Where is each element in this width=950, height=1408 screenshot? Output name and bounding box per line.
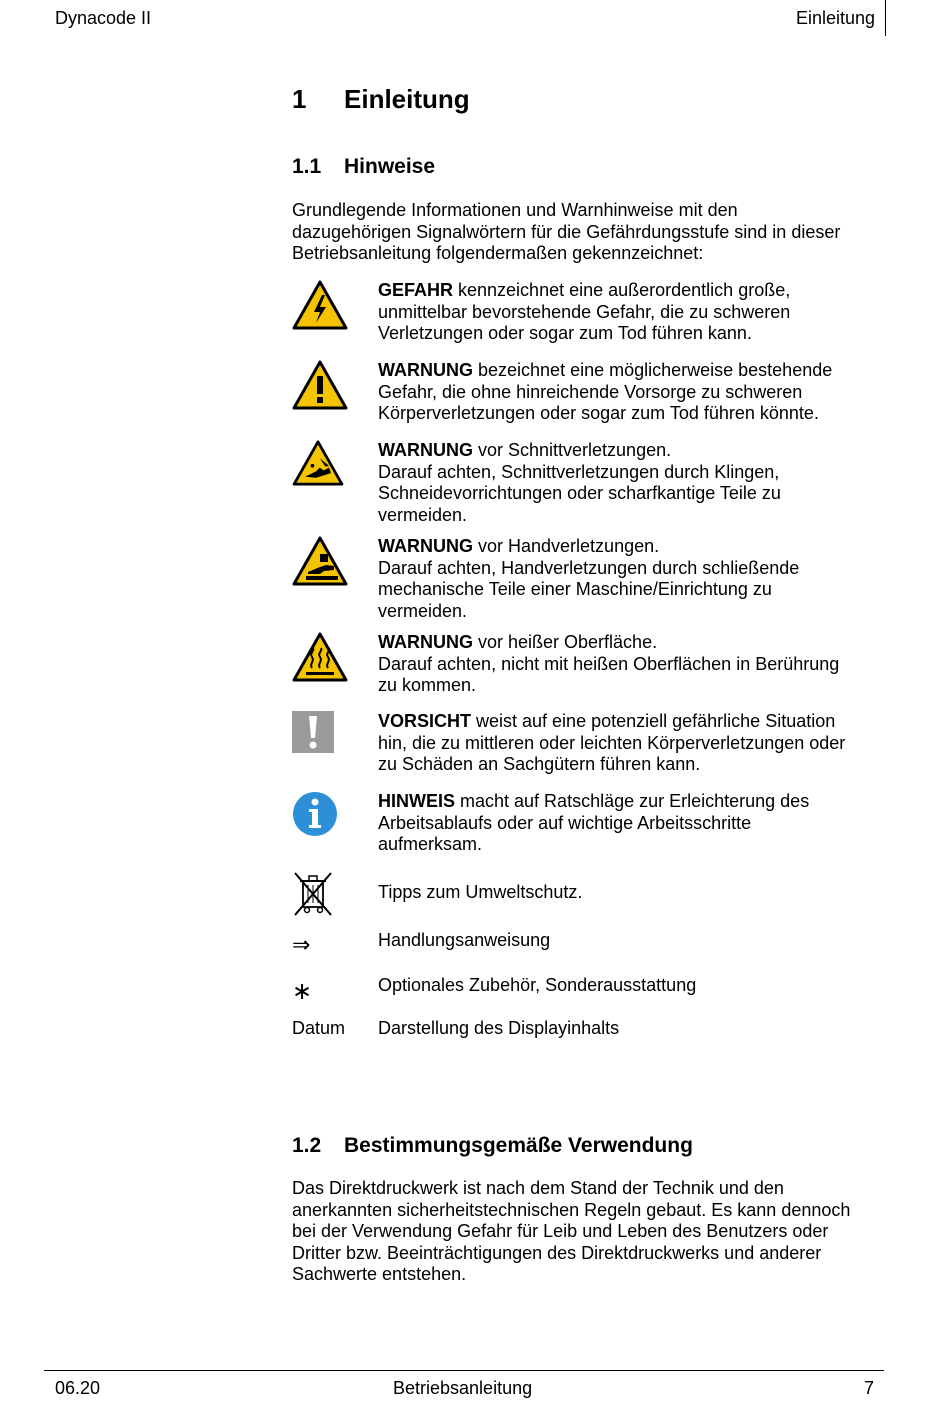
symbol-text: Darstellung des Displayinhalts: [378, 1018, 620, 1038]
notice-keyword: WARNUNG: [378, 632, 473, 652]
usage-line: anerkannten sicherheitstechnischen Regeln gebaut. Es kann dennoch: [292, 1199, 851, 1220]
display-sample-label: Datum: [292, 1018, 346, 1038]
double-arrow-icon: ⇒: [292, 932, 311, 957]
notice-line: kennzeichnet eine außerordentlich große,: [453, 280, 791, 300]
footer-document-type: Betriebsanleitung: [393, 1378, 533, 1398]
symbol-text: Optionales Zubehör, Sonderausstattung: [378, 975, 697, 995]
footer-date: 06.20: [55, 1378, 101, 1398]
notice-line: bezeichnet eine möglicherweise bestehende: [473, 360, 833, 380]
notice-line: macht auf Ratschläge zur Erleichterung des: [455, 791, 810, 811]
notice-line: unmittelbar bevorstehende Gefahr, die zu schweren: [378, 301, 791, 322]
notice-line: vermeiden.: [378, 600, 468, 621]
symbol-text: Tipps zum Umweltschutz.: [378, 882, 583, 902]
notice-text: [378, 791, 878, 856]
page-number: 7: [864, 1378, 875, 1398]
notice-line: mechanische Teile einer Maschine/Einrichtung zu: [378, 579, 772, 599]
chapter-heading: [292, 84, 470, 115]
intro-paragraph: [292, 200, 882, 265]
notice-line: Schneidevorrichtungen oder scharfkantige Teile zu: [378, 483, 781, 503]
notice-keyword: HINWEIS: [378, 791, 456, 811]
notice-line: Arbeitsablaufs oder auf wichtige Arbeitsschritte: [378, 812, 752, 833]
notice-line: Gefahr, die ohne hinreichende Vorsorge zu schweren: [378, 381, 803, 402]
electric-hazard-icon: [292, 280, 348, 330]
header-divider: [885, 0, 886, 36]
info-icon: [292, 791, 338, 837]
notice-keyword: WARNUNG: [378, 360, 473, 380]
notice-line: vor heißer Oberfläche.: [473, 632, 658, 652]
asterisk-icon: ∗: [292, 978, 313, 1005]
notice-line: Verletzungen oder sogar zum Tod führen kann.: [378, 323, 752, 343]
usage-line: bei der Verwendung Gefahr für Leib und Leben des Benutzers oder: [292, 1221, 829, 1241]
usage-line: Dritter bzw. Beeinträchtigungen des Direktdruckwerks und anderer: [292, 1242, 822, 1263]
notice-text: [378, 632, 878, 697]
symbol-text: Handlungsanweisung: [378, 930, 551, 950]
notice-text: [378, 360, 878, 425]
intro-line: dazugehörigen Signalwörtern für die Gefährdungsstufe sind in dieser: [292, 221, 841, 242]
notice-keyword: VORSICHT: [378, 711, 472, 731]
header-document-title: Dynacode II: [55, 8, 152, 28]
notice-text: [378, 711, 878, 776]
notice-line: Körperverletzungen oder sogar zum Tod führen könnte.: [378, 403, 819, 423]
crossed-bin-icon: [292, 871, 334, 917]
usage-paragraph: [292, 1178, 882, 1286]
notice-line: Darauf achten, nicht mit heißen Oberflächen in Berührung: [378, 653, 840, 674]
notice-keyword: WARNUNG: [378, 440, 473, 460]
footer-divider: [44, 1370, 884, 1371]
notice-keyword: WARNUNG: [378, 536, 473, 556]
notice-keyword: GEFAHR: [378, 280, 454, 300]
notice-line: weist auf eine potenziell gefährliche Situation: [471, 711, 836, 731]
notice-text: [378, 536, 878, 622]
hot-surface-icon: [292, 632, 348, 682]
usage-line: Sachwerte entstehen.: [292, 1264, 467, 1284]
section-heading-hinweise: [292, 155, 435, 179]
notice-line: Darauf achten, Schnittverletzungen durch Klingen,: [378, 461, 780, 482]
notice-text: [378, 440, 878, 526]
notice-line: vermeiden.: [378, 504, 468, 525]
notice-line: vor Schnittverletzungen.: [473, 440, 672, 460]
section-title: Hinweise: [344, 155, 436, 178]
hand-crush-hazard-icon: [292, 536, 348, 586]
intro-line: Grundlegende Informationen und Warnhinweise mit den: [292, 200, 738, 220]
notice-line: zu kommen.: [378, 675, 477, 695]
notice-text: [378, 280, 878, 345]
section-number: 1.2: [292, 1134, 322, 1157]
section-title: Bestimmungsgemäße Verwendung: [344, 1134, 693, 1157]
notice-line: vor Handverletzungen.: [473, 536, 660, 556]
intro-line: Betriebsanleitung folgendermaßen gekennzeichnet:: [292, 243, 704, 263]
chapter-number: 1: [292, 84, 307, 114]
notice-line: Darauf achten, Handverletzungen durch schließende: [378, 557, 800, 578]
cut-hazard-icon: [292, 440, 344, 486]
general-warning-icon: [292, 360, 348, 410]
notice-line: hin, die zu mittleren oder leichten Körperverletzungen oder: [378, 732, 846, 753]
notice-line: aufmerksam.: [378, 834, 483, 854]
header-chapter-title: Einleitung: [795, 8, 875, 28]
caution-exclamation-icon: [292, 711, 334, 753]
section-number: 1.1: [292, 155, 322, 178]
chapter-title: Einleitung: [344, 84, 470, 114]
usage-line: Das Direktdruckwerk ist nach dem Stand der Technik und den: [292, 1178, 784, 1198]
section-heading-verwendung: [292, 1134, 693, 1158]
notice-line: zu Schäden an Sachgütern führen kann.: [378, 754, 701, 774]
